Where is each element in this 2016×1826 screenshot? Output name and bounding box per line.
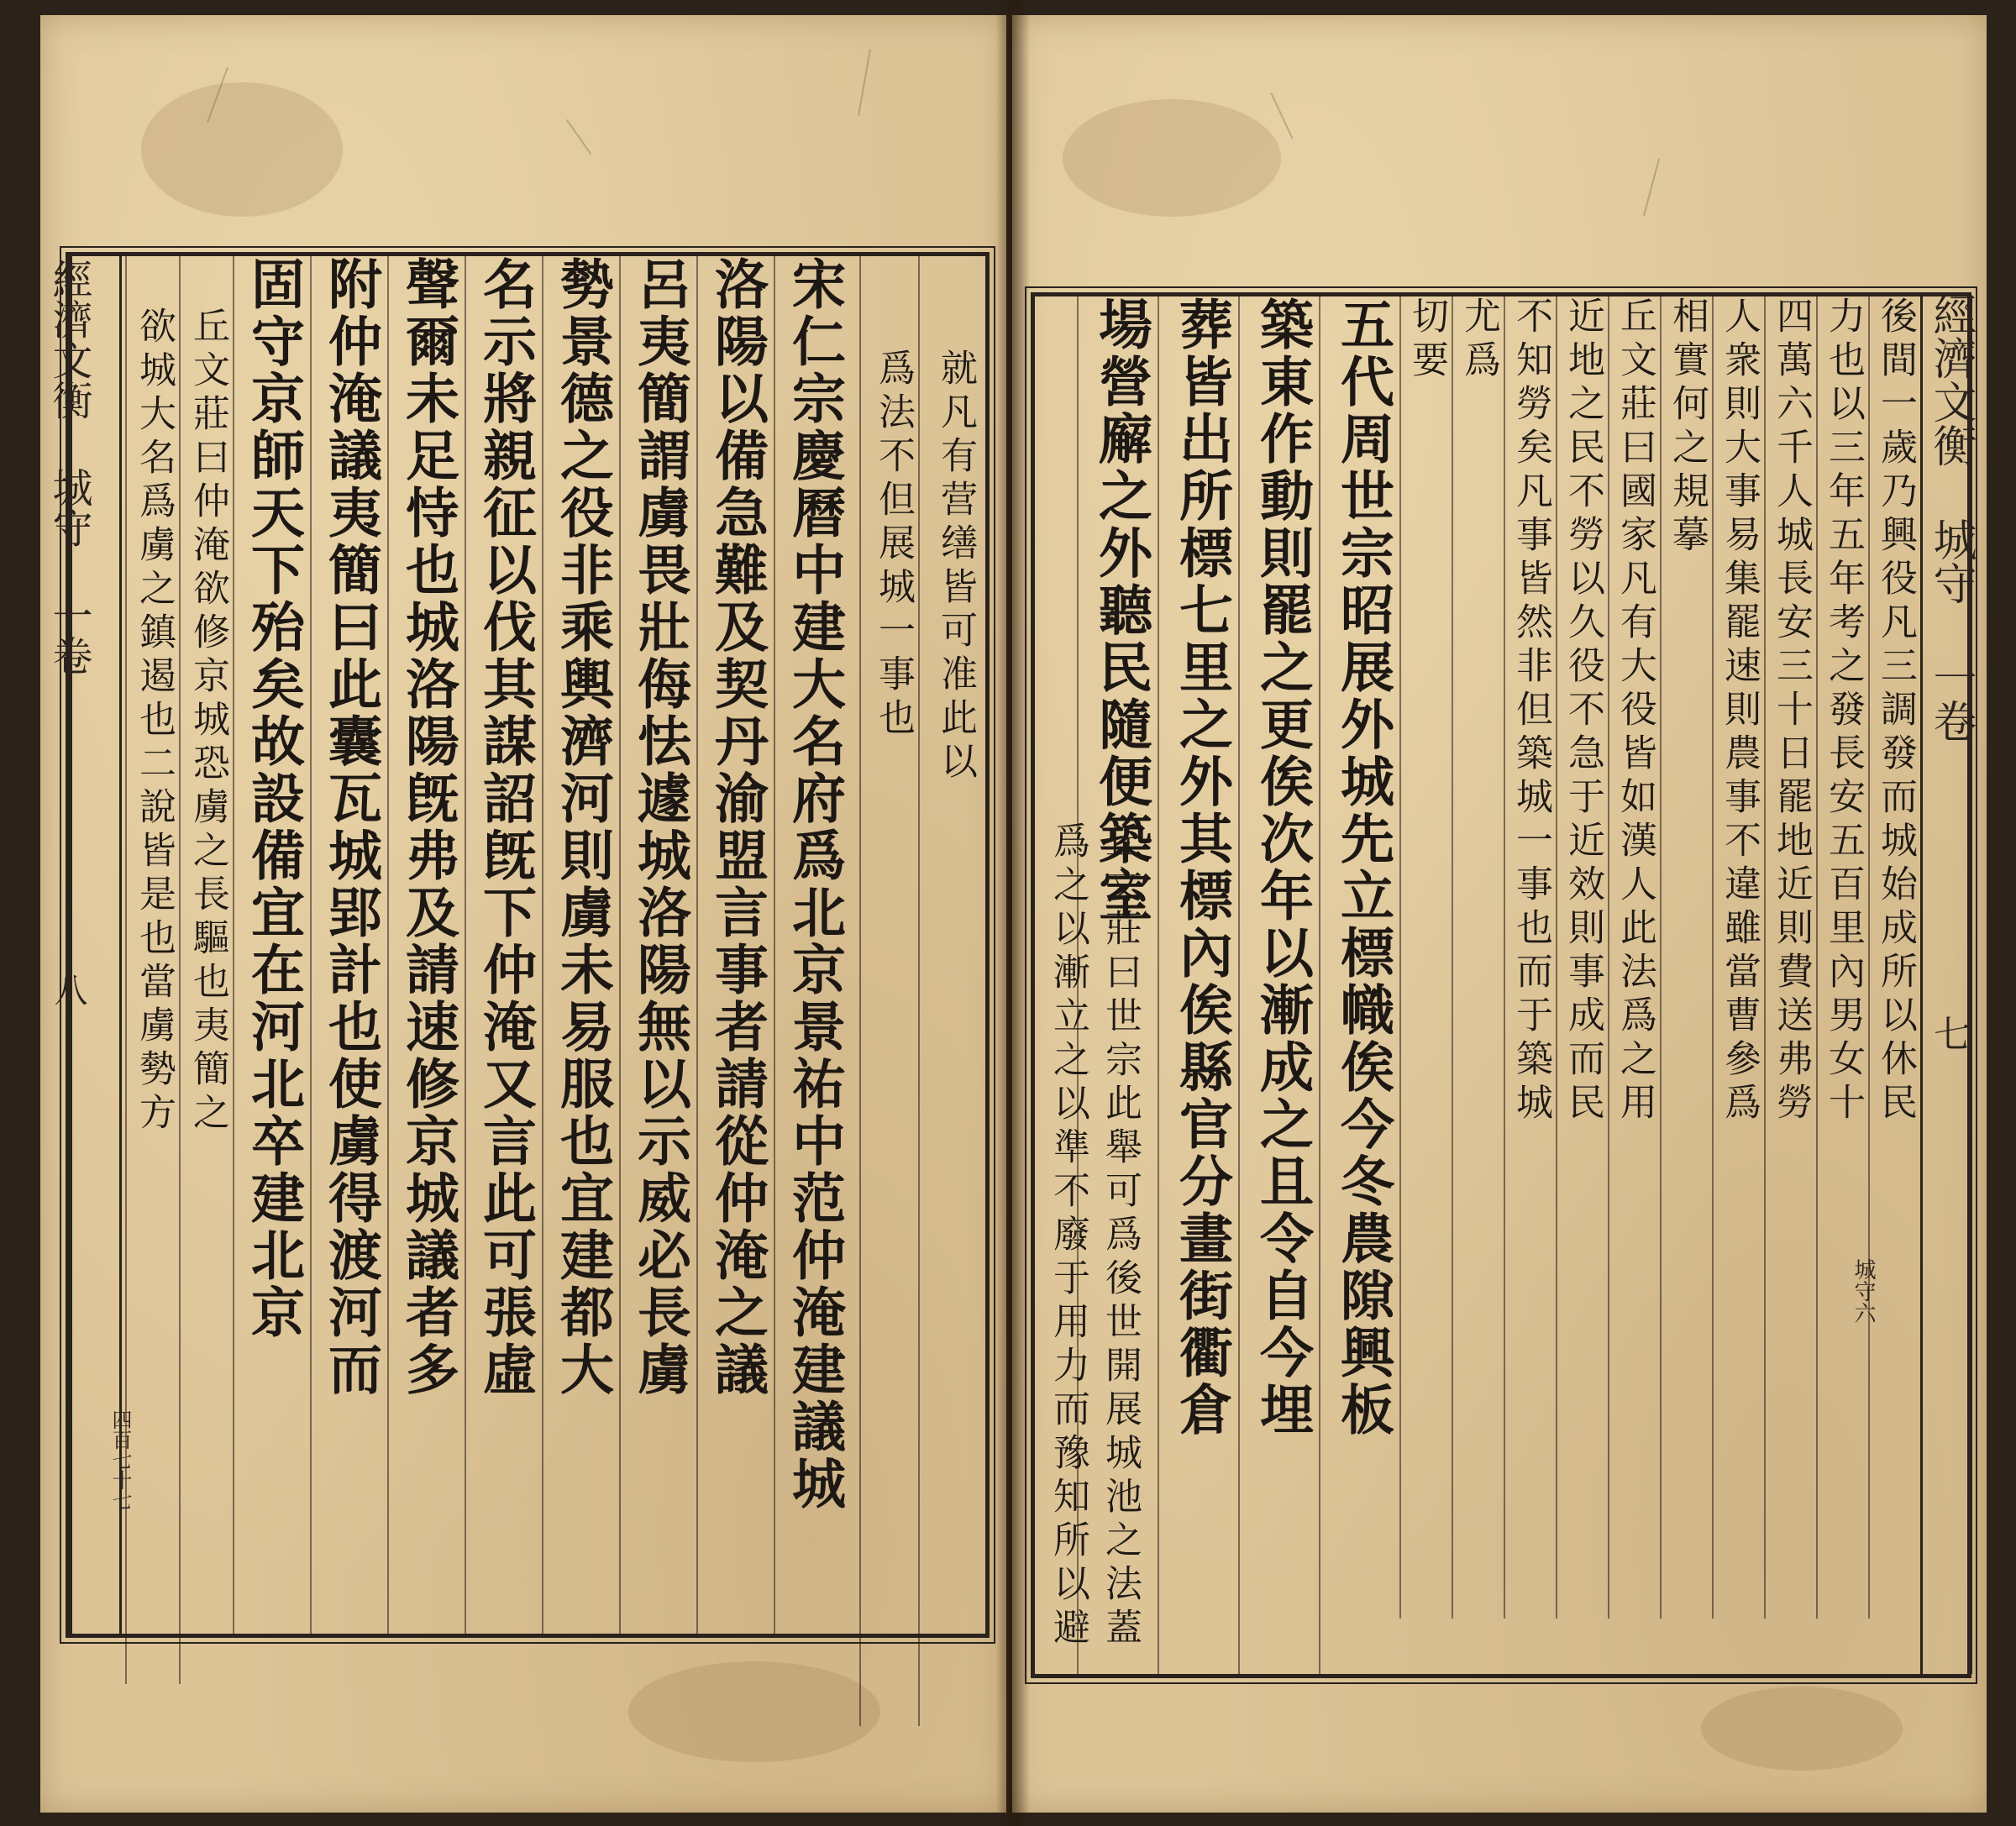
gutter-folio: 四百七十七 xyxy=(108,1409,132,1510)
paper-stain xyxy=(141,82,343,217)
upper-text-column: 後間一歲乃興役凡三調發而城始成所以休民 xyxy=(1868,296,1922,1619)
main-text-column: 葬皆出所標七里之外其標內俟縣官分畫街衢倉 xyxy=(1158,296,1240,1674)
upper-text-column: 相實何之規摹 xyxy=(1660,296,1714,1619)
right-page xyxy=(1012,15,1987,1813)
gutter-title: 經濟文衡 城守 一卷 xyxy=(1925,292,1976,742)
paper-fiber xyxy=(1643,159,1660,216)
paper-stain xyxy=(628,1661,880,1762)
note-column: 丘文莊曰世宗此舉可爲後世開展城池之法蓋 xyxy=(1099,821,1142,1651)
upper-text-column: 力也以三年五年考之發長安五百里內男女十 xyxy=(1816,296,1870,1619)
commentary-column: 就凡有营缮皆可准此以 xyxy=(918,256,982,1726)
gutter-page-number: 八 xyxy=(49,973,87,1006)
paper-fiber xyxy=(858,49,871,115)
gutter-page-number: 七 xyxy=(1927,1015,1970,1052)
main-text-column: 聲爾未足恃也城洛陽旣弗及請速修京城議者多 xyxy=(387,256,466,1634)
main-text-column: 場營廨之外聽民隨便築室 xyxy=(1077,296,1159,1674)
main-text-column: 宋仁宗慶曆中建大名府爲北京景祐中范仲淹建議城 xyxy=(774,256,853,1634)
upper-text-column: 不知勞矣凡事皆然非但築城一事也而于築城 xyxy=(1504,296,1557,1619)
main-text-column: 築東作動則罷之更俟次年以漸成之且令自今埋 xyxy=(1238,296,1320,1674)
upper-text-column: 尤爲 xyxy=(1452,296,1505,1619)
left-text-frame xyxy=(66,252,990,1638)
book-fold xyxy=(996,0,1030,1826)
note-column: 丘文莊曰仲淹欲修京城恐虜之長驅也夷簡之 xyxy=(179,256,234,1684)
upper-text-column: 人衆則大事易集罷速則農事不違雖當曹參爲 xyxy=(1712,296,1766,1619)
gutter-title: 經濟文衡 城守 一卷 xyxy=(45,259,92,675)
main-text-column: 五代周世宗昭展外城先立標幟俟今冬農隙興板 xyxy=(1319,296,1401,1674)
main-text-column: 附仲淹議夷簡曰此囊瓦城郢計也使虜得渡河而 xyxy=(310,256,389,1634)
margin-note: 城守六 xyxy=(1851,1258,1876,1324)
upper-text-column: 切要 xyxy=(1399,296,1453,1619)
note-column: 爲之以漸立之以準不廢于用力而豫知所以避 xyxy=(1047,821,1089,1651)
paper-fiber xyxy=(566,119,591,155)
main-text-column: 勢景德之役非乘輿濟河則虜未易服也宜建都大 xyxy=(542,256,621,1634)
upper-text-column: 近地之民不勞以久役不急于近效則事成而民 xyxy=(1556,296,1609,1619)
upper-text-column: 四萬六千人城長安三十日罷地近則費送弗勞 xyxy=(1764,296,1818,1619)
note-column: 欲城大名爲虜之鎮遏也二說皆是也當虜勢方 xyxy=(125,256,181,1684)
paper-stain xyxy=(1063,99,1281,217)
main-text-column: 呂夷簡謂虜畏壯侮怯遽城洛陽無以示威必長虜 xyxy=(619,256,698,1634)
paper-stain xyxy=(1701,1687,1903,1771)
main-text-column: 名示將親征以伐其謀詔旣下仲淹又言此可張虛 xyxy=(465,256,543,1634)
right-text-frame xyxy=(1031,292,1971,1678)
main-text-column: 洛陽以備急難及契丹渝盟言事者請從仲淹之議 xyxy=(696,256,775,1634)
upper-text-column: 丘文莊曰國家凡有大役皆如漢人此法爲之用 xyxy=(1608,296,1662,1619)
commentary-column: 爲法不但展城一事也 xyxy=(859,256,920,1726)
left-page xyxy=(40,15,1006,1813)
paper-fiber xyxy=(1270,92,1293,139)
main-text-column: 固守京師天下殆矣故設備宜在河北卒建北京 xyxy=(233,256,312,1634)
